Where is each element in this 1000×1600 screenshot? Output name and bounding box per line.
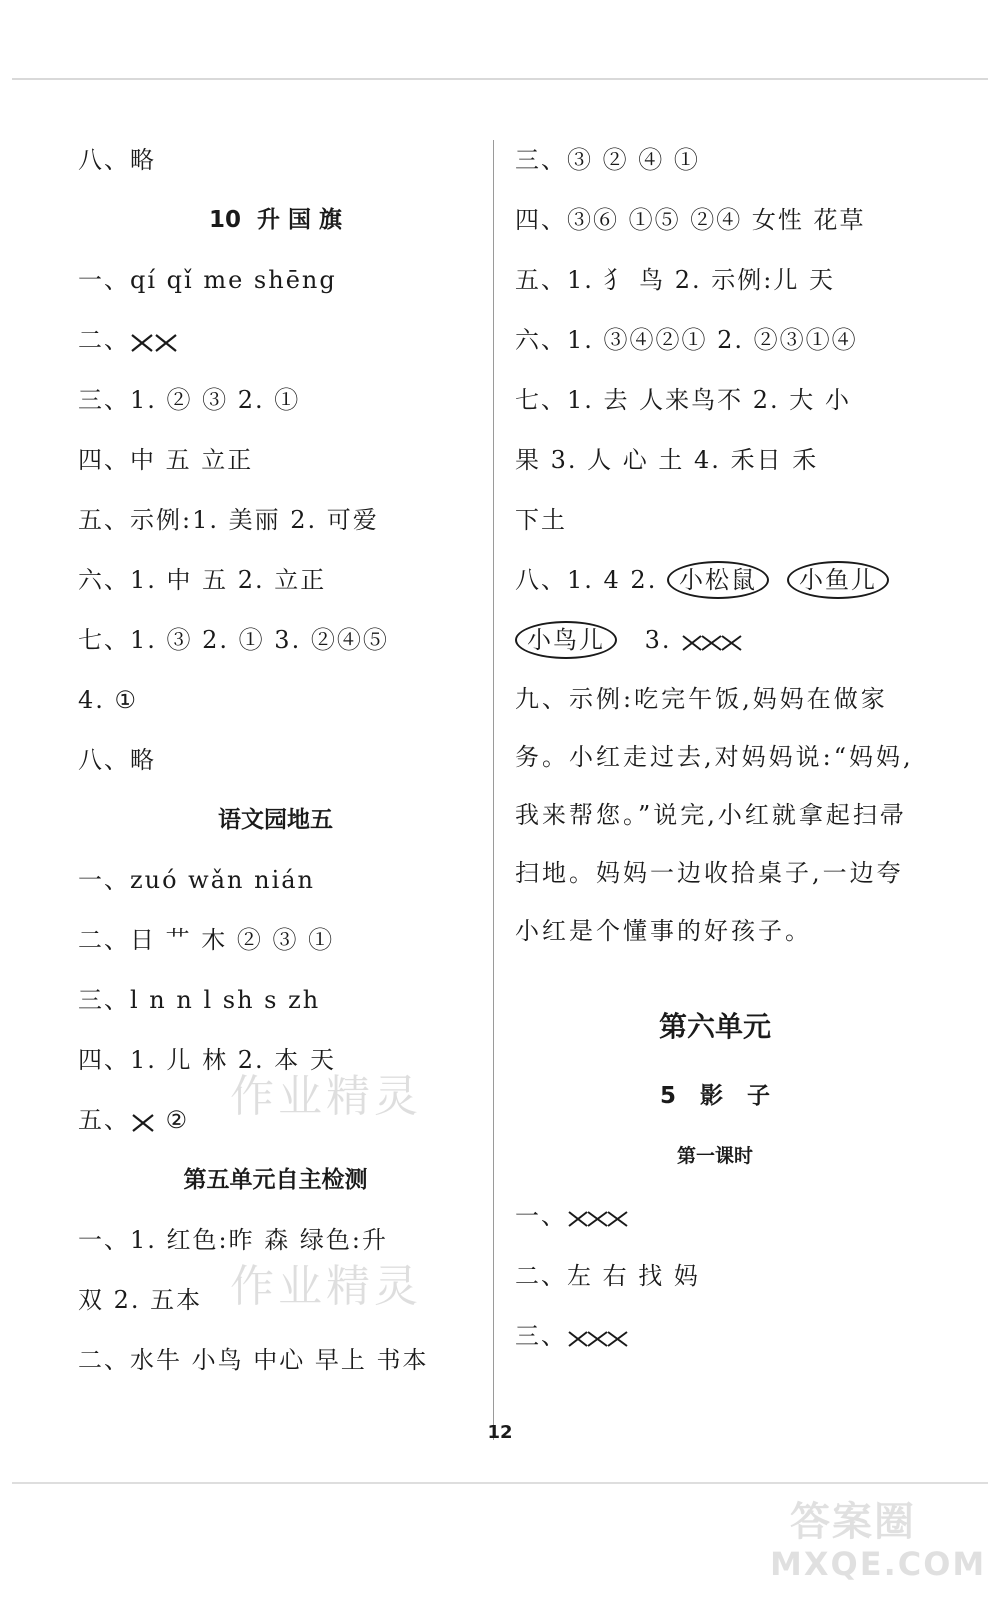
answer-line: 七、1. 去 人来鸟不 2. 大 小 (515, 386, 851, 414)
bottom-rule (12, 1482, 988, 1484)
answer-line: 二、水牛 小鸟 中心 早上 书本 (78, 1346, 429, 1374)
answer-line: 双 2. 五本 (78, 1286, 203, 1314)
answer-prefix: 八、1. 4 2. (515, 566, 667, 594)
answer-prefix: 二、 (78, 326, 130, 354)
left-column (78, 130, 473, 1390)
answer-mid: 3. (635, 626, 682, 654)
circled-answer: 小鱼儿 (787, 561, 889, 599)
lesson-heading: 5 影 子 (659, 1083, 771, 1109)
answer-line (78, 310, 473, 370)
cross-mark-icon (130, 1111, 156, 1133)
watermark-logo: MXQE.COM (770, 1545, 987, 1583)
answer-line (515, 550, 915, 610)
answer-prefix: 五、 (78, 1106, 130, 1134)
answer-line: 六、1. 中 五 2. 立正 (78, 566, 327, 594)
watermark-logo: 答案圈 (790, 1499, 916, 1545)
answer-line: 四、③⑥ ①⑤ ②④ 女性 花草 (515, 206, 866, 234)
answer-line: 八、略 (78, 746, 156, 774)
answer-prefix: 一、 (515, 1202, 567, 1230)
answer-line: 二、左 右 找 妈 (515, 1262, 700, 1290)
section-heading: 语文园地五 (218, 807, 333, 833)
answer-line: 三、l n n l sh s zh (78, 986, 321, 1014)
answer-line: 一、1. 红色:昨 森 绿色:升 (78, 1226, 388, 1254)
answer-line: 四、1. 儿 林 2. 本 天 (78, 1046, 336, 1074)
answer-line: 四、中 五 立正 (78, 446, 254, 474)
cross-marks-icon (681, 632, 743, 652)
answer-line: 六、1. ③④②① 2. ②③①④ (515, 326, 858, 354)
answer-line: 三、③ ② ④ ① (515, 146, 700, 174)
sample-paragraph: 九、示例:吃完午饭,妈妈在做家务。小红走过去,对妈妈说:“妈妈,我来帮您。”说完,小红就拿起扫帚扫地。妈妈一边收拾桌子,一边夸小红是个懂事的好孩子。 (515, 685, 914, 945)
watermark-text: 作业精灵 (230, 1071, 422, 1122)
answer-line: 下土 (515, 506, 567, 534)
cross-marks-icon (567, 1328, 629, 1348)
top-rule (12, 78, 988, 80)
circled-answer: 小松鼠 (667, 561, 769, 599)
answer-line: 二、日 艹 木 ② ③ ① (78, 926, 335, 954)
answer-line (515, 610, 915, 670)
answer-line: 五、1. 犭 鸟 2. 示例:儿 天 (515, 266, 836, 294)
answer-line: 七、1. ③ 2. ① 3. ②④⑤ (78, 626, 389, 654)
answer-suffix: ② (156, 1106, 190, 1134)
cross-marks-icon (567, 1208, 629, 1228)
watermark-text: 作业精灵 (230, 1261, 422, 1312)
unit-heading: 第六单元 (658, 1010, 771, 1043)
answer-line: 五、示例:1. 美丽 2. 可爱 (78, 506, 379, 534)
circled-answer: 小鸟儿 (515, 621, 617, 659)
answer-line: 一、zuó wǎn nián (78, 866, 316, 894)
answer-line (515, 1306, 915, 1366)
answer-line: 八、略 (78, 146, 156, 174)
answer-line (515, 1186, 915, 1246)
answer-line: 一、qí qǐ me shēng (78, 266, 337, 294)
section-heading: 10 升 国 旗 (208, 207, 343, 233)
cross-marks-icon (130, 331, 178, 353)
section-heading: 第五单元自主检测 (183, 1167, 368, 1193)
lesson-subheading: 第一课时 (676, 1145, 753, 1167)
answer-line: 三、1. ② ③ 2. ① (78, 386, 301, 414)
column-divider (493, 140, 494, 1440)
right-column (515, 130, 915, 1366)
answer-prefix: 三、 (515, 1322, 567, 1350)
answer-line: 果 3. 人 心 土 4. 禾日 禾 (515, 446, 819, 474)
answer-line: 4. ① (78, 686, 139, 714)
page-number: 12 (487, 1422, 513, 1443)
